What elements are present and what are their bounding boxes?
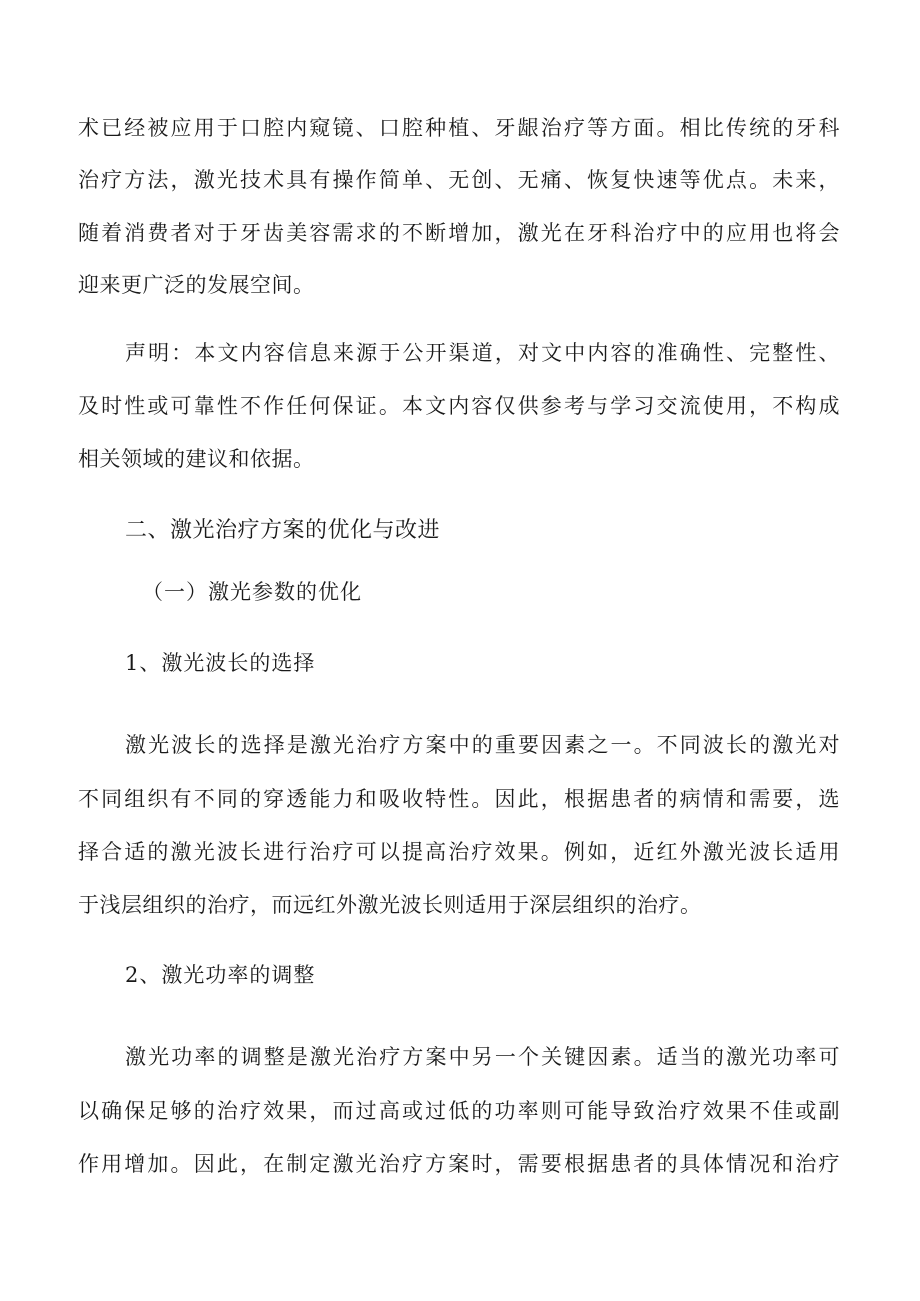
item2-line-2: 以确保足够的治疗效果，而过高或过低的功率则可能导致治疗效果不佳或副 <box>78 1099 840 1123</box>
item1-line-2: 不同组织有不同的穿透能力和吸收特性。因此，根据患者的病情和需要，选 <box>78 787 840 811</box>
disclaimer-line-2: 及时性或可靠性不作任何保证。本文内容仅供参考与学习交流使用，不构成 <box>78 394 840 418</box>
intro-line-2: 治疗方法，激光技术具有操作简单、无创、无痛、恢复快速等优点。未来， <box>78 168 840 192</box>
section-title: 二、激光治疗方案的优化与改进 <box>125 518 441 543</box>
item2-line-3: 作用增加。因此，在制定激光治疗方案时，需要根据患者的具体情况和治疗 <box>78 1152 840 1176</box>
disclaimer-line-3: 相关领域的建议和依据。 <box>78 447 315 471</box>
intro-line-1: 术已经被应用于口腔内窥镜、口腔种植、牙龈治疗等方面。相比传统的牙科 <box>78 116 840 140</box>
intro-line-3: 随着消费者对于牙齿美容需求的不断增加，激光在牙科治疗中的应用也将会 <box>78 221 840 245</box>
subsection-title: （一）激光参数的优化 <box>142 580 362 604</box>
item1-line-1: 激光波长的选择是激光治疗方案中的重要因素之一。不同波长的激光对 <box>125 733 840 757</box>
intro-line-4: 迎来更广泛的发展空间。 <box>78 273 315 297</box>
item2-title: 2、激光功率的调整 <box>125 963 316 987</box>
item1-title: 1、激光波长的选择 <box>125 651 316 675</box>
item1-line-3: 择合适的激光波长进行治疗可以提高治疗效果。例如，近红外激光波长适用 <box>78 840 840 864</box>
item2-line-1: 激光功率的调整是激光治疗方案中另一个关键因素。适当的激光功率可 <box>125 1045 840 1069</box>
item1-line-4: 于浅层组织的治疗，而远红外激光波长则适用于深层组织的治疗。 <box>78 893 702 917</box>
disclaimer-line-1: 声明：本文内容信息来源于公开渠道，对文中内容的准确性、完整性、 <box>125 341 840 365</box>
